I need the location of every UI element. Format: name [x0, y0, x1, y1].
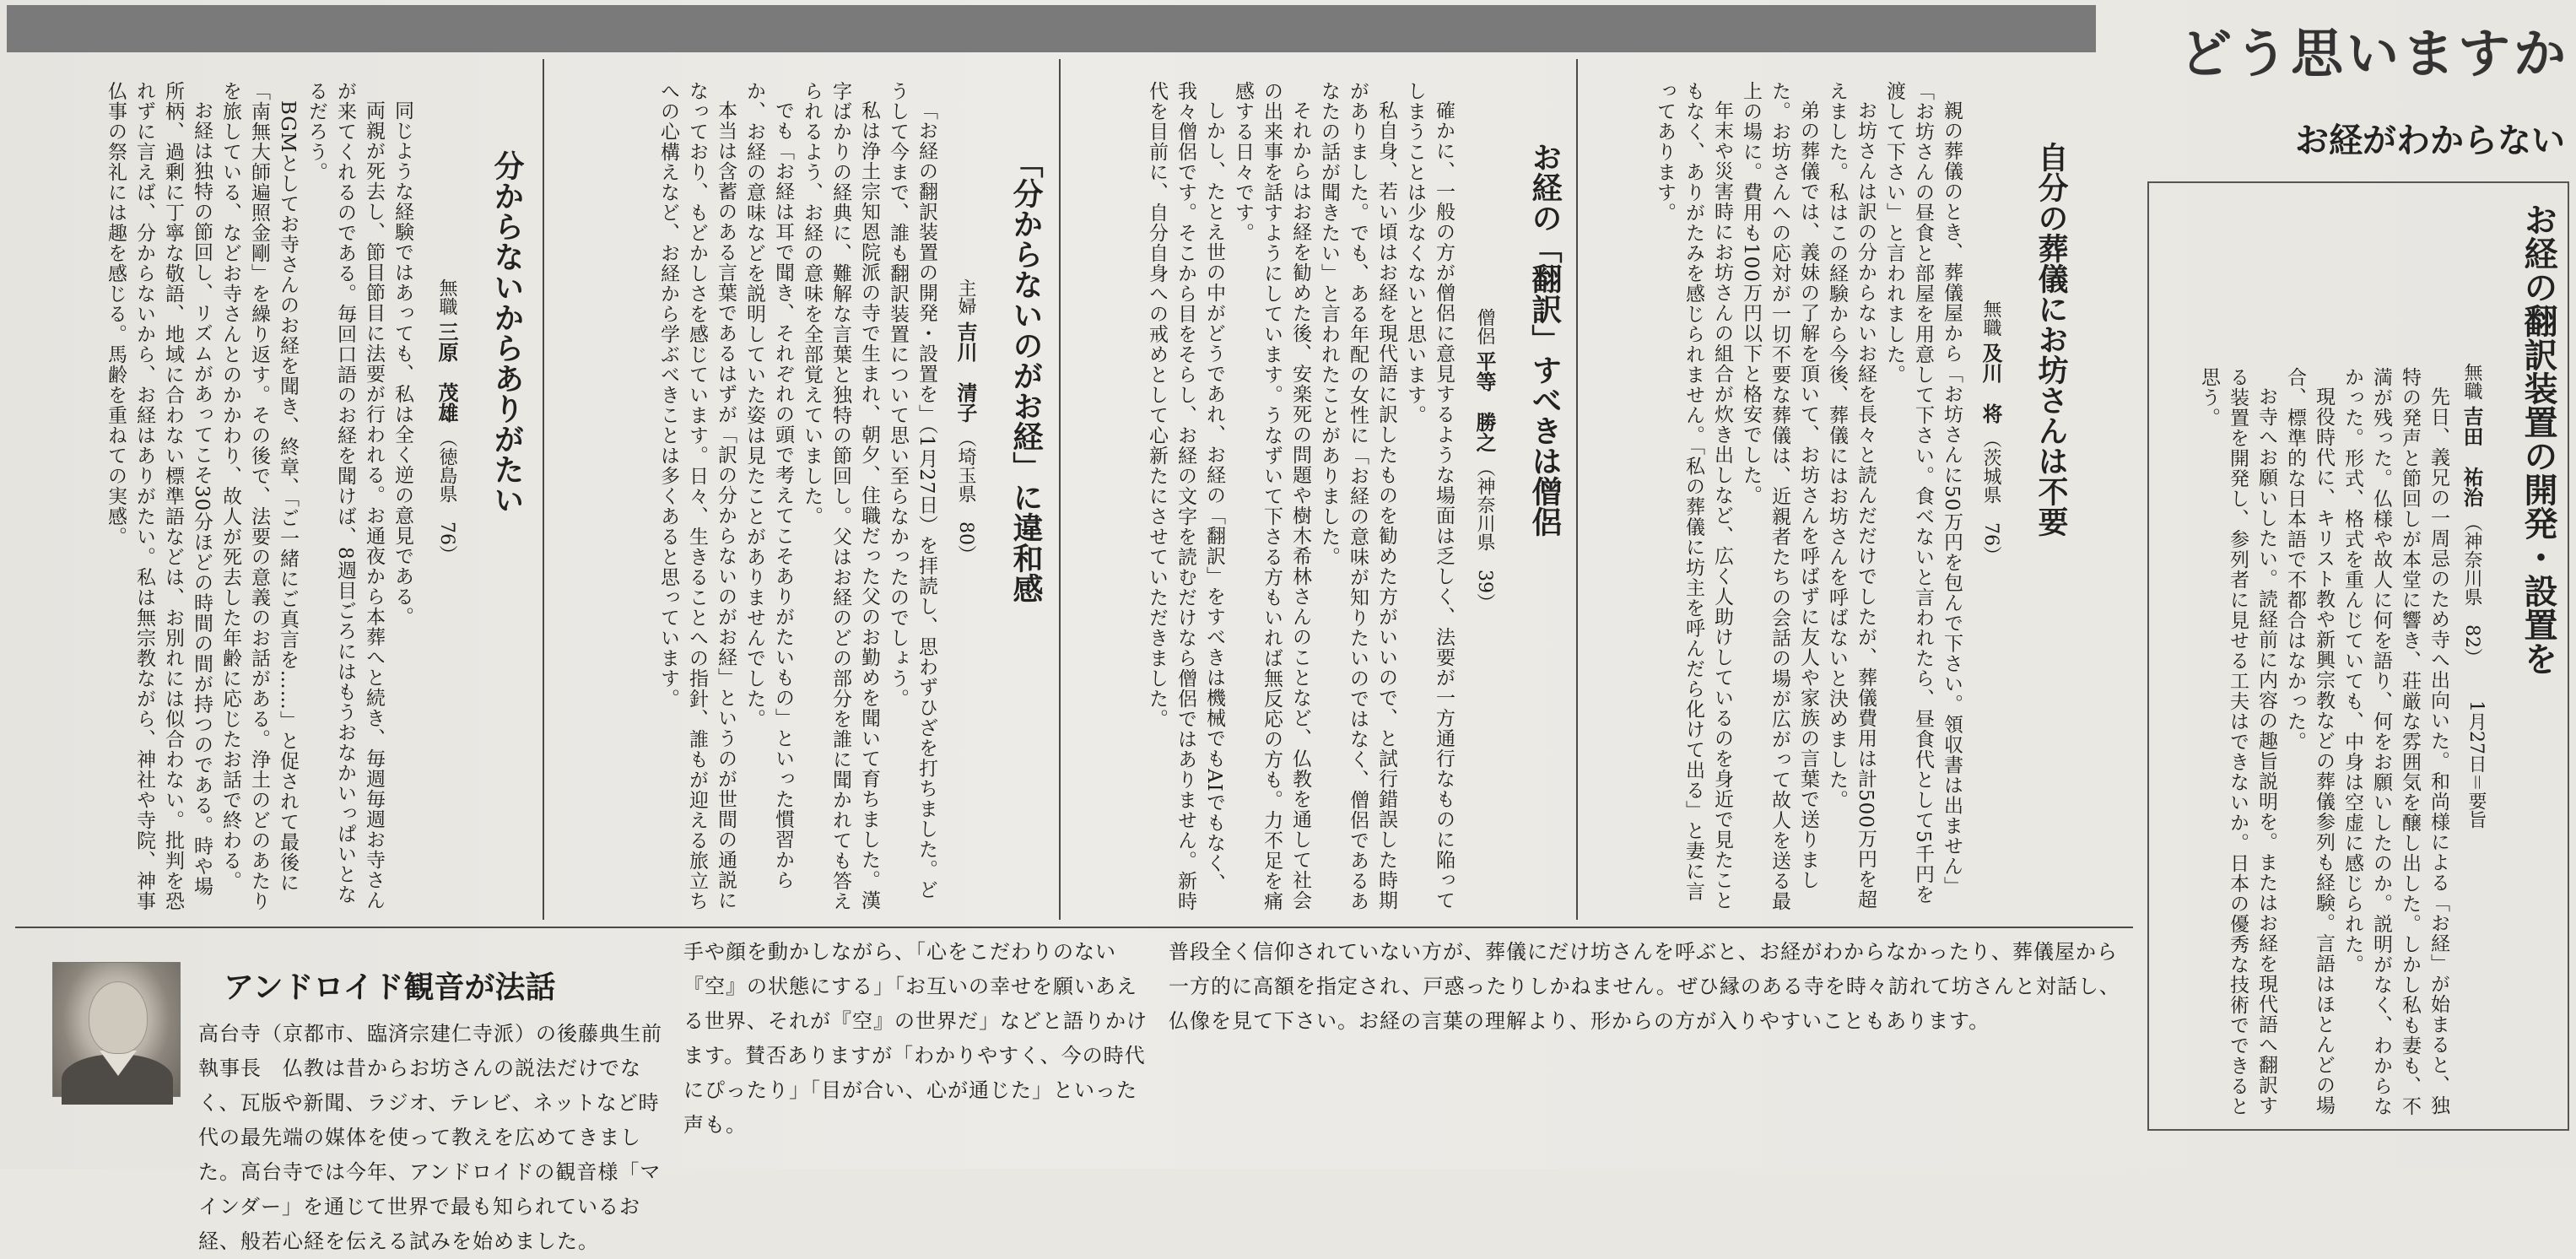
column-divider: [543, 59, 544, 920]
letter3-body: [553, 81, 941, 916]
byline-name: 三原 茂雄: [435, 322, 459, 423]
topic-subtitle: お経がわからない: [2295, 122, 2565, 160]
paragraph: 「お経の翻訳装置の開発・設置を」（1月27日）を拝読し、思わずひざを打ちました。どうして今まで、誰も翻訳装置について思い至らなかったのでしょう。: [887, 81, 937, 900]
letter2-headline: お経の「翻訳」すべきは僧侶: [1527, 142, 1562, 537]
letter2-body: [1070, 81, 1458, 916]
box-body: [2162, 367, 2453, 1118]
letter1-body: [1586, 81, 1966, 916]
column-divider: [1576, 59, 1578, 920]
letter3-byline: [953, 278, 977, 564]
paragraph: お坊さんは訳の分からないお経を長々と読んだだけでしたが、葬儀費用は計500万円を超えました。私はこの経験から今後、葬儀にはお坊さんを呼ばないと決めました。: [1826, 81, 1877, 910]
byline-place: （神奈川県 82）: [2461, 513, 2482, 667]
paragraph: 私自身、若い頃はお経を現代語に訳したものを勧めた方がいいので、と試行錯誤した時期がありました。でも、ある年配の女性に「お経の意味が知りたいのではなく、僧侶であるあなたの話が聞きたい」と言われたことがありました。: [1318, 81, 1397, 911]
paragraph: 弟の葬儀では、義妹の了解を頂いて、お坊さんを呼ばずに友人や家族の言葉で送りました。お坊さんへの応対が一切不要な葬儀は、近親者たちの会話の場が広がって故人を送る最上の場に。費用も100万円以下と格安でした。: [1740, 81, 1819, 911]
paragraph: 同じような経験ではあっても、私は全く逆の意見である。: [392, 100, 413, 627]
letter2-byline: [1472, 308, 1496, 612]
byline-job: 無職: [436, 278, 457, 316]
letter1-headline: 自分の葬儀にお坊さんは不要: [2033, 142, 2068, 537]
column-divider: [1059, 59, 1061, 920]
bottom-divider: [15, 927, 2133, 928]
box-byline: [2460, 363, 2484, 667]
paragraph: お寺へお願いしたい。読経前に内容の趣旨説明を。またはお経を現代語へ翻訳する装置を開発し、参列者に見せる工夫はできないか。日本の優秀な技術でできると思う。: [2198, 367, 2277, 1116]
paragraph: お経は独特の節回し、リズムがあってこそ30分ほどの時間の間が持つのである。時や場所柄、過剰に丁寧な敬語、地域に合わない標準語などは、お別れには似合わない。批判を恐れずに言えば、分からないから、お経はありがたい。私は無宗教ながら、神社や寺院、神事仏事の祭礼には趣を感じる。馬齢を重ねての実感。: [105, 81, 213, 911]
byline-name: 平等 勝之: [1472, 351, 1497, 452]
paragraph: 両親が死去し、節目節目に法要が行われる。お通夜から本葬へと続き、毎週毎週お寺さんが来てくれるのである。毎回口語のお経を聞けば、8週目ごろにはもうおなかいっぱいとなるだろう。: [305, 81, 385, 910]
column-text-1: [198, 1017, 671, 1253]
letter1-byline: [1979, 300, 2002, 565]
byline-place: （徳島県 76）: [436, 429, 457, 564]
column-paragraph: 手や顔を動かしながら、「心をこだわりのない『空』の状態にする」「お互いの幸せを願いあえる世界、それが『空』の世界だ」などと語りかけます。賛否ありますが「わかりやすく、今の時代にぴったり」「目が合い、心が通じた」といった声も。: [683, 940, 1148, 1137]
paragraph: 私は浄土宗知恩院派の寺で生まれ、朝夕、住職だった父のお勤めを聞いて育ちました。漢字ばかりの経典に、難解な言葉と独特の節回し。父はお経のどの部分を誰に聞かれても答えられるよう、お経の意味を全部覚えていました。: [801, 81, 880, 911]
paragraph: でも「お経は耳で聞き、それぞれの頭で考えてこそありがたいもの」といった慣習からか、お経の意味などを説明していた姿は見たことがありませんでした。: [743, 81, 794, 890]
box-date-note: 1月27日＝要旨: [2465, 700, 2487, 829]
byline-place: （埼玉県 80）: [955, 429, 976, 564]
paragraph: しかし、たとえ世の中がどうであれ、お経の「翻訳」をすべきは機械でもAIでもなく、我々僧侶です。そこから目をそらし、お経の文字を読むだけなら僧侶ではありません。新時代を目前に、自分自身への戒めとして心新たにさせていただきました。: [1146, 81, 1225, 911]
byline-name: 吉川 清子: [953, 322, 978, 423]
byline-place: （神奈川県 39）: [1474, 458, 1495, 612]
byline-name: 及川 将: [1979, 343, 2003, 424]
letter4-body: [20, 81, 417, 916]
letter4-headline: 分からないからありがたい: [489, 150, 524, 515]
column-text-3: [1169, 935, 2122, 1156]
paragraph: 年末や災害時にお坊さんの組合が炊き出しなど、広く人助けしているのを身近で見たこともなく、ありがたみを感じられません。「私の葬儀に坊主を呼んだら化けて出る」と妻に言ってあります。: [1654, 81, 1733, 910]
paragraph: 先日、義兄の一周忌のため寺へ出向いた。和尚様による「お経」が始まると、独特の発声と節回しが本堂に響き、荘厳な雰囲気を醸し出した。しかし私も妻も、不満が残った。仏様や故人に何を語り、何をお願いしたのか。説明がなく、わからなかった。形式、格式を重んじていても、中身は空虚に感じられた。: [2341, 367, 2449, 1116]
column-text-2: [683, 935, 1156, 1156]
portrait-head: [89, 981, 148, 1054]
byline-job: 僧侶: [1474, 308, 1495, 345]
column-paragraph: 普段全く信仰されていない方が、葬儀にだけ坊さんを呼ぶと、お経がわからなかったり、葬儀屋から一方的に高額を指定され、戸惑ったりしかねません。ぜひ縁のある寺を時々訪れて坊さんと対話し、仏像を見て下さい。お経の言葉の理解より、形からの方が入りやすいこともあります。: [1169, 940, 2120, 1033]
byline-job: 無職: [2461, 363, 2482, 400]
byline-place: （茨城県 76）: [1980, 430, 2001, 565]
paragraph: 親の葬儀のとき、葬儀屋から「お坊さんに50万円を包んで下さい。領収書は出ません」「お坊さんの昼食と部屋を用意して下さい。食べないと言われたら、昼食代として5千円を渡して下さい」と言われました。: [1883, 81, 1963, 905]
corner-title: どう思いますか: [2179, 23, 2569, 84]
paragraph: BGMとしてお寺さんのお経を聞き、終章、「ご一緒にご真言を……」と促されて最後に「南無大師遍照金剛」を繰り返す。その後で、法要の意義のお話がある。浄土のどのあたりを旅している、などお寺さんとのかかわり、故人が死去した年齢に応じたお話で終わる。: [219, 81, 299, 911]
column-paragraph: 高台寺（京都市、臨済宗建仁寺派）の後藤典生前執事長 仏教は昔からお坊さんの説法だけでなく、瓦版や新聞、ラジオ、テレビ、ネットなど時代の最先端の媒体を使って教えを広めてきました。高台寺では今年、アンドロイドの観音様「マインダー」を通じて世界で最も知られているお経、般若心経を伝える試みを始めました。: [198, 1022, 662, 1253]
header-bar: [7, 5, 2096, 52]
paragraph: それからはお経を勧めた後、安楽死の問題や樹木希林さんのことなど、仏教を通して社会の出来事を話すようにしています。うなずいて下さる方もいれば無反応の方も。力不足を痛感する日々です。: [1232, 81, 1311, 911]
byline-name: 吉田 祐治: [2460, 406, 2484, 507]
byline-job: 無職: [1980, 300, 2001, 337]
byline-job: 主婦: [955, 278, 976, 316]
portrait-photo: [52, 962, 181, 1097]
paragraph: 現役時代に、キリスト教や新興宗教などの葬儀参列も経験。言語はほとんどの場合、標準的な日本語で不都合はなかった。: [2284, 367, 2335, 1116]
letter4-byline: [435, 278, 458, 564]
column-title: アンドロイド観音が法話: [224, 970, 556, 1005]
paragraph: 本当は含蓄のある言葉であるはずが「訳の分からないのがお経」というのが世間の通説になっており、もどかしさを感じています。日々、生きることへの指針、誰もが迎える旅立ちへの心構えなど、お経から学ぶべきことは多くあると思っています。: [657, 81, 737, 911]
paragraph: 確かに、一般の方が僧侶に意見するような場面は乏しく、法要が一方通行なものに陥ってしまうことは少なくないと思います。: [1404, 81, 1455, 910]
box-headline: お経の翻訳装置の開発・設置を: [2519, 203, 2557, 675]
letter3-headline: 「分からないのがお経」に違和感: [1008, 148, 1043, 603]
